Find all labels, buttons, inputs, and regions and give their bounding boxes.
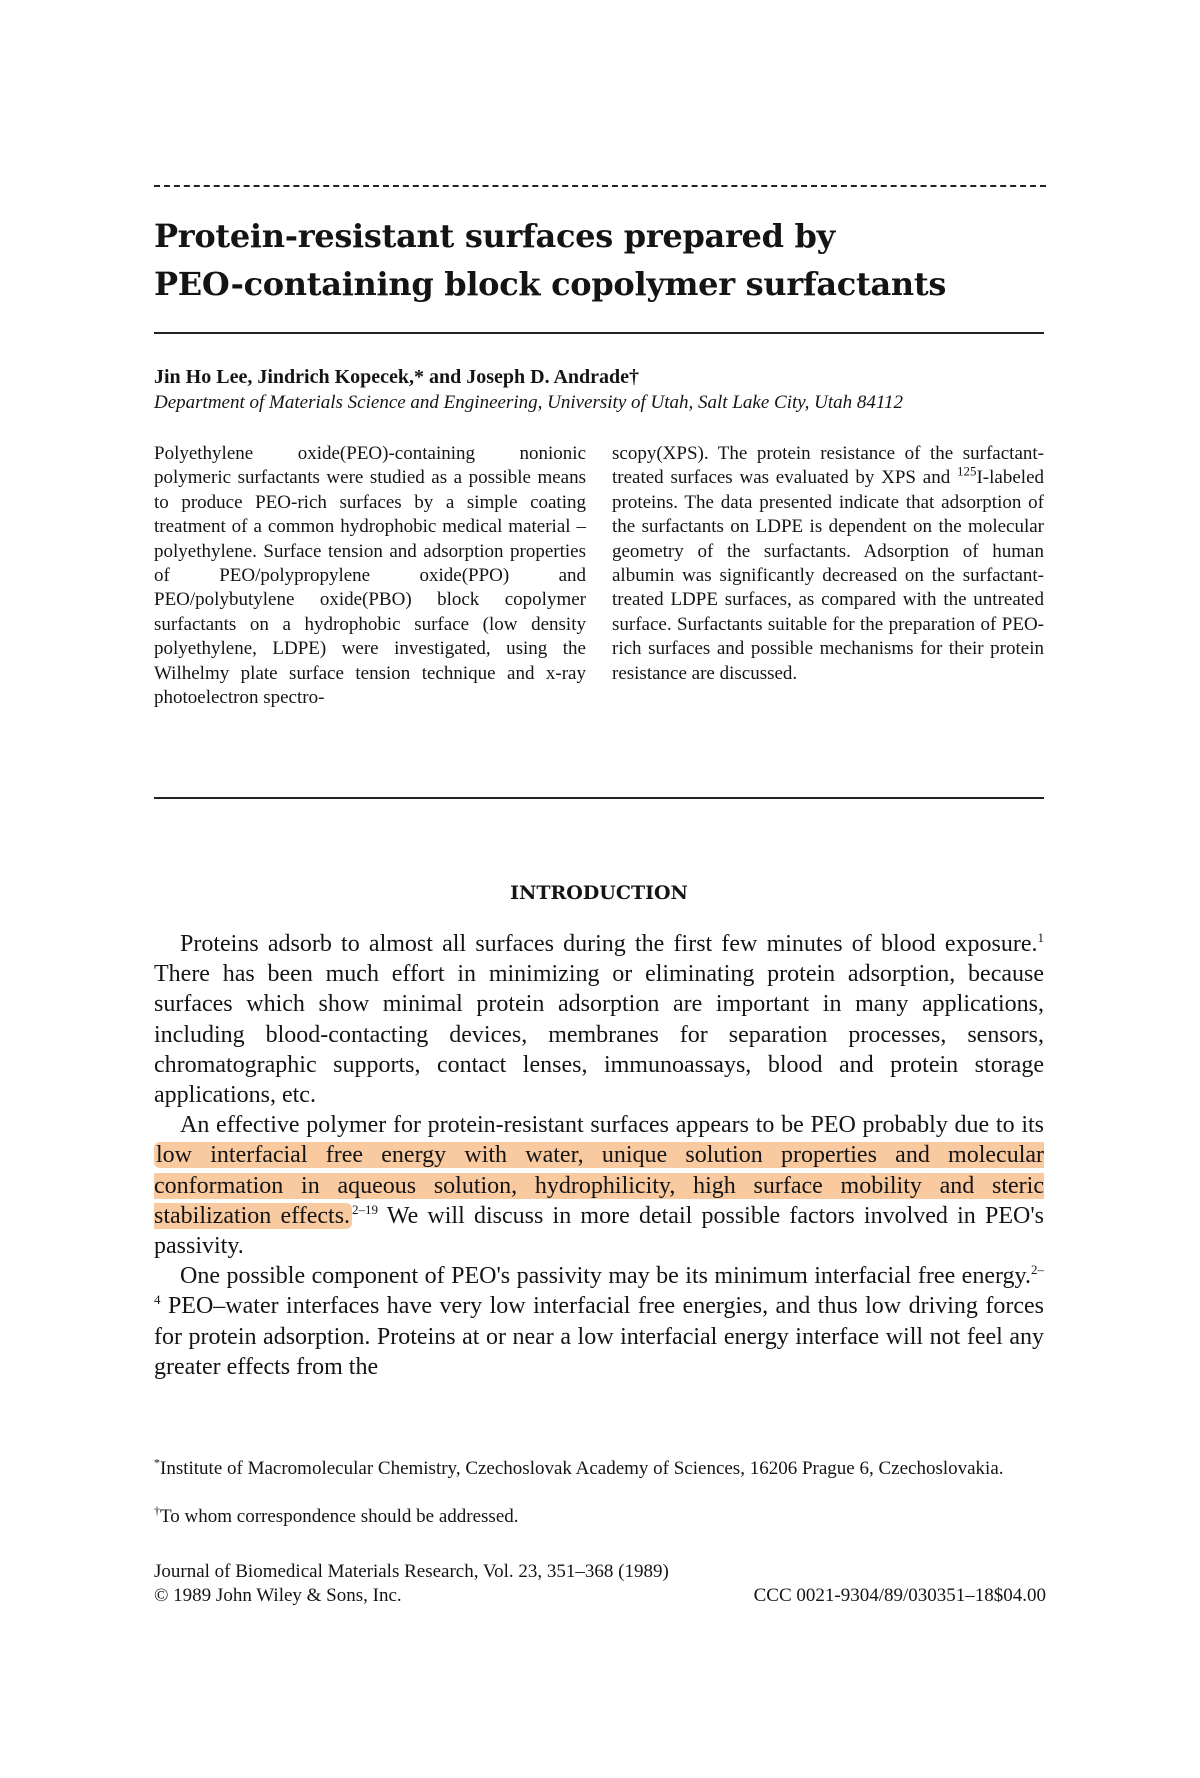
footnote-institute xyxy=(154,1457,1044,1481)
abstract-divider xyxy=(154,797,1044,799)
paragraph-3 xyxy=(154,1261,1044,1382)
author-list: Jin Ho Lee, Jindrich Kopecek,* and Joseph D. Andrade† xyxy=(154,366,640,388)
p2-text-b: We will discuss in more detail possible factors involved in PEO's passivity. xyxy=(154,1202,1044,1260)
copyright-line: © 1989 John Wiley & Sons, Inc. xyxy=(154,1585,402,1606)
footnote-institute-text: Institute of Macromolecular Chemistry, Czechoslovak Academy of Sciences, 16206 Prague 6, Czechoslovakia. xyxy=(160,1458,1004,1479)
abstract-column-2 xyxy=(612,442,1044,686)
citation-2-4: 2–4 xyxy=(154,1262,1044,1308)
highlighted-passage[interactable]: low interfacial free energy with water, unique solution properties and molecular conformation in aqueous solution, hydrophilicity, high surface mobility and steric stabilization effects. xyxy=(154,1142,1044,1229)
isotope-superscript: 125 xyxy=(956,464,977,480)
p1-text-a: Proteins adsorb to almost all surfaces during the first few minutes of blood exposure. xyxy=(180,931,1038,957)
p3-text-a: One possible component of PEO's passivity may be its minimum interfacial free energy. xyxy=(180,1263,1031,1290)
ccc-code: CCC 0021-9304/89/030351–18$04.00 xyxy=(753,1585,1046,1606)
p1-text-b: There has been much effort in minimizing or eliminating protein adsorption, because surfaces which show minimal protein adsorption are important in many applications, including blood-contacting devices, membranes for separation processes, sensors, chromatographic supports, contact lenses, immunoassays, blood and protein storage applications, etc. xyxy=(154,961,1044,1109)
citation-1: 1 xyxy=(1037,930,1044,945)
author-affiliation: Department of Materials Science and Engineering, University of Utah, Salt Lake City, Utah 84112 xyxy=(154,392,903,413)
top-decorative-rule xyxy=(154,185,1046,187)
journal-citation: Journal of Biomedical Materials Research, Vol. 23, 351–368 (1989) xyxy=(154,1561,669,1582)
article-title xyxy=(154,212,1044,308)
footnote-correspondence xyxy=(154,1505,1044,1529)
paragraph-2 xyxy=(154,1110,1044,1261)
citation-2-19: 2–19 xyxy=(352,1201,379,1217)
title-line-2: PEO-containing block copolymer surfactants xyxy=(154,265,947,303)
footnote-correspondence-text: To whom correspondence should be addressed. xyxy=(160,1506,519,1527)
abstract-column-1: Polyethylene oxide(PEO)-containing nonionic polymeric surfactants were studied as a possible means to produce PEO-rich surfaces by a simple coating treatment of a common hydrophobic medical material – polyethylene. Surface tension and adsorption properties of PEO/polypropylene oxide(PPO) and PEO/polybutylene oxide(PBO) block copolymer surfactants on a hydrophobic surface (low density polyethylene, LDPE) were investigated, using the Wilhelmy plate surface tension technique and x-ray photoelectron spectro- xyxy=(154,443,586,709)
abstract-col2-part2: I-labeled proteins. The data presented indicate that adsorption of the surfactants on LDPE is dependent on the molecular geometry of the surfactants. Adsorption of human albumin was significantly decreased on the surfactant-treated LDPE surfaces, as compared with the untreated surface. Surfactants suitable for the preparation of PEO-rich surfaces and possible mechanisms for their protein resistance are discussed. xyxy=(612,467,1044,684)
title-line-1: Protein-resistant surfaces prepared by xyxy=(154,217,835,255)
title-divider xyxy=(154,332,1044,334)
p2-text-a: An effective polymer for protein-resistant surfaces appears to be PEO probably due to its xyxy=(180,1112,1044,1139)
footnote-mark-asterisk: * xyxy=(154,1455,160,1470)
abstract-col2-part1: scopy(XPS). The protein resistance of the surfactant-treated surfaces was evaluated by XPS and xyxy=(612,443,1044,489)
section-heading-introduction: INTRODUCTION xyxy=(510,882,688,904)
paragraph-1 xyxy=(154,929,1044,1110)
p3-text-b: PEO–water interfaces have very low interfacial free energies, and thus low driving forces for protein adsorption. Proteins at or near a low interfacial energy interface will not feel any greater effects from the xyxy=(154,1293,1044,1380)
introduction-body xyxy=(154,929,1044,1382)
footnote-mark-dagger: † xyxy=(154,1503,160,1518)
